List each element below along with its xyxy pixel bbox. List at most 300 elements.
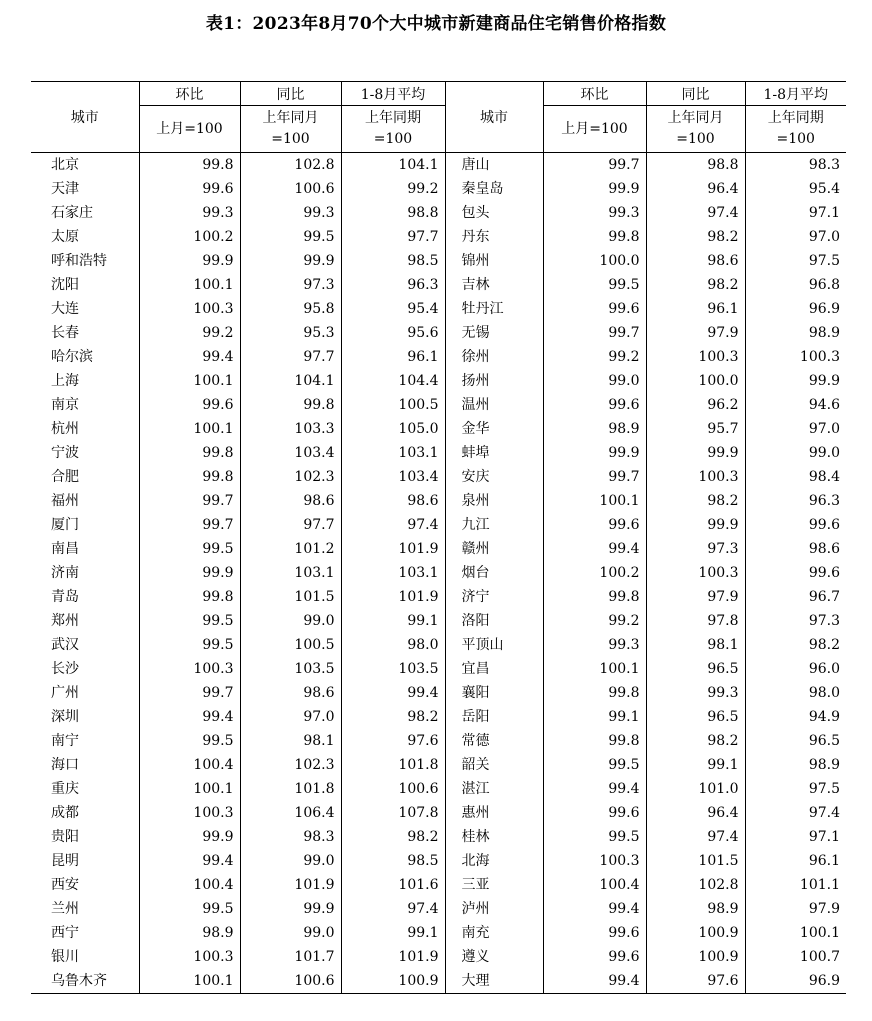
cell-avg-left: 98.6 [341, 489, 445, 513]
table-row [31, 489, 846, 513]
cell-mom-left: 100.1 [139, 369, 240, 393]
avg-base-line1: 上年同期 [365, 110, 421, 126]
cell-mom-right: 99.6 [543, 801, 646, 825]
cell-yoy-right: 96.2 [646, 393, 745, 417]
cell-avg-left: 107.8 [341, 801, 445, 825]
cell-avg-right: 98.3 [808, 157, 840, 173]
cell-city-left: 成都 [31, 801, 139, 825]
yoy-base-line2: =100 [271, 131, 310, 147]
cell-yoy-left: 98.6 [240, 489, 341, 513]
cell-yoy-left: 99.9 [240, 249, 341, 273]
column-header-avg-left: 1-8月平均 [341, 82, 445, 106]
cell-yoy-left: 97.7 [240, 345, 341, 369]
cell-mom-right: 99.9 [543, 441, 646, 465]
cell-mom-right: 99.4 [543, 897, 646, 921]
cell-city-left: 厦门 [31, 513, 139, 537]
column-subheader-yoy-right [646, 106, 745, 153]
cell-avg-right: 96.1 [808, 853, 840, 869]
cell-city-right: 安庆 [445, 465, 543, 489]
column-header-avg-right: 1-8月平均 [745, 82, 846, 106]
cell-city-right: 丹东 [445, 225, 543, 249]
cell-mom-right: 99.9 [543, 177, 646, 201]
cell-city-right: 遵义 [445, 945, 543, 969]
cell-city-left: 广州 [31, 681, 139, 705]
cell-mom-right: 99.6 [543, 945, 646, 969]
cell-mom-right: 99.2 [543, 345, 646, 369]
cell-mom-left: 99.7 [139, 489, 240, 513]
cell-yoy-left: 102.3 [240, 465, 341, 489]
cell-mom-left: 99.8 [139, 465, 240, 489]
cell-avg-right: 97.9 [808, 901, 840, 917]
cell-city-right: 韶关 [445, 753, 543, 777]
table-row [31, 441, 846, 465]
table-row [31, 945, 846, 969]
table-row [31, 801, 846, 825]
cell-yoy-left: 98.3 [240, 825, 341, 849]
cell-mom-left: 99.4 [139, 345, 240, 369]
cell-city-right: 岳阳 [445, 705, 543, 729]
cell-city-left: 贵阳 [31, 825, 139, 849]
table-row [31, 177, 846, 201]
cell-mom-right: 99.4 [543, 969, 646, 994]
column-subheader-mom-left: 上月=100 [139, 106, 240, 153]
table-row [31, 657, 846, 681]
cell-yoy-right: 98.8 [646, 153, 745, 178]
cell-avg-left: 100.9 [341, 969, 445, 994]
cell-city-right: 牡丹江 [445, 297, 543, 321]
cell-avg-left: 101.9 [341, 537, 445, 561]
cell-avg-right: 97.0 [808, 421, 840, 437]
cell-mom-left: 100.2 [139, 225, 240, 249]
cell-avg-left: 95.4 [341, 297, 445, 321]
cell-city-left: 昆明 [31, 849, 139, 873]
cell-city-right: 九江 [445, 513, 543, 537]
cell-city-left: 沈阳 [31, 273, 139, 297]
cell-yoy-right: 96.5 [646, 657, 745, 681]
cell-avg-right: 99.6 [808, 517, 840, 533]
cell-avg-left: 98.5 [341, 249, 445, 273]
table-row [31, 417, 846, 441]
cell-yoy-right: 96.5 [646, 705, 745, 729]
column-header-city-right: 城市 [445, 82, 543, 153]
cell-city-right: 襄阳 [445, 681, 543, 705]
cell-yoy-right: 98.2 [646, 489, 745, 513]
cell-avg-left: 104.1 [341, 153, 445, 178]
cell-city-left: 长沙 [31, 657, 139, 681]
cell-yoy-left: 99.8 [240, 393, 341, 417]
avg-base-line2: =100 [373, 131, 413, 147]
cell-yoy-right: 99.9 [646, 441, 745, 465]
cell-avg-left: 100.5 [341, 393, 445, 417]
cell-yoy-right: 99.9 [646, 513, 745, 537]
cell-yoy-right: 101.0 [646, 777, 745, 801]
table-row [31, 921, 846, 945]
cell-city-right: 吉林 [445, 273, 543, 297]
cell-avg-right: 97.1 [808, 829, 840, 845]
cell-avg-left: 103.5 [341, 657, 445, 681]
cell-city-left: 长春 [31, 321, 139, 345]
column-subheader-mom-right: 上月=100 [543, 106, 646, 153]
cell-yoy-left: 100.6 [240, 177, 341, 201]
cell-mom-left: 99.5 [139, 633, 240, 657]
table-row [31, 681, 846, 705]
cell-yoy-left: 97.7 [240, 513, 341, 537]
cell-city-left: 西宁 [31, 921, 139, 945]
cell-city-right: 北海 [445, 849, 543, 873]
cell-yoy-right: 95.7 [646, 417, 745, 441]
cell-yoy-right: 100.9 [646, 945, 745, 969]
cell-avg-right: 100.3 [799, 349, 840, 365]
cell-mom-right: 99.5 [543, 825, 646, 849]
cell-city-right: 泉州 [445, 489, 543, 513]
cell-yoy-left: 103.4 [240, 441, 341, 465]
cell-yoy-left: 95.3 [240, 321, 341, 345]
cell-city-right: 扬州 [445, 369, 543, 393]
cell-mom-right: 99.2 [543, 609, 646, 633]
cell-avg-right: 99.9 [808, 373, 840, 389]
table-row [31, 153, 846, 178]
cell-city-right: 洛阳 [445, 609, 543, 633]
cell-yoy-left: 99.5 [240, 225, 341, 249]
column-header-mom-left: 环比 [139, 82, 240, 106]
cell-city-right: 济宁 [445, 585, 543, 609]
cell-city-left: 南京 [31, 393, 139, 417]
cell-mom-right: 99.7 [543, 465, 646, 489]
cell-mom-right: 99.6 [543, 393, 646, 417]
cell-yoy-right: 100.9 [646, 921, 745, 945]
cell-avg-left: 98.2 [341, 825, 445, 849]
table-row [31, 897, 846, 921]
table-row [31, 633, 846, 657]
cell-avg-left: 99.1 [341, 921, 445, 945]
cell-mom-right: 99.7 [543, 321, 646, 345]
cell-yoy-right: 97.4 [646, 825, 745, 849]
avg-base-line2: =100 [776, 131, 815, 147]
cell-yoy-left: 101.2 [240, 537, 341, 561]
table-row [31, 321, 846, 345]
cell-mom-left: 99.8 [139, 585, 240, 609]
cell-yoy-left: 101.5 [240, 585, 341, 609]
cell-mom-right: 100.0 [543, 249, 646, 273]
cell-avg-right: 96.9 [808, 301, 840, 317]
cell-avg-left: 105.0 [341, 417, 445, 441]
cell-yoy-left: 101.8 [240, 777, 341, 801]
cell-city-right: 蚌埠 [445, 441, 543, 465]
table-row [31, 705, 846, 729]
table-row [31, 273, 846, 297]
cell-avg-right: 98.9 [808, 325, 840, 341]
cell-mom-right: 99.6 [543, 513, 646, 537]
cell-avg-left: 101.6 [341, 873, 445, 897]
column-header-city-left: 城市 [31, 82, 139, 153]
cell-avg-left: 96.1 [341, 345, 445, 369]
cell-avg-right: 96.8 [808, 277, 840, 293]
cell-yoy-right: 96.4 [646, 177, 745, 201]
cell-yoy-right: 98.6 [646, 249, 745, 273]
cell-city-left: 武汉 [31, 633, 139, 657]
cell-avg-right: 94.9 [808, 709, 840, 725]
cell-yoy-left: 102.8 [240, 153, 341, 178]
cell-avg-left: 101.9 [341, 585, 445, 609]
cell-avg-left: 103.4 [341, 465, 445, 489]
cell-yoy-left: 98.6 [240, 681, 341, 705]
cell-avg-left: 98.0 [341, 633, 445, 657]
cell-mom-left: 99.4 [139, 705, 240, 729]
cell-yoy-left: 104.1 [240, 369, 341, 393]
cell-mom-left: 100.3 [139, 801, 240, 825]
cell-avg-left: 95.6 [341, 321, 445, 345]
cell-city-left: 石家庄 [31, 201, 139, 225]
cell-city-right: 湛江 [445, 777, 543, 801]
cell-avg-right: 95.4 [808, 181, 840, 197]
cell-avg-left: 103.1 [341, 561, 445, 585]
cell-mom-left: 100.1 [139, 273, 240, 297]
table-row [31, 873, 846, 897]
cell-mom-left: 99.9 [139, 561, 240, 585]
cell-mom-left: 98.9 [139, 921, 240, 945]
cell-mom-left: 99.5 [139, 897, 240, 921]
cell-yoy-left: 103.5 [240, 657, 341, 681]
cell-mom-right: 99.8 [543, 681, 646, 705]
cell-city-right: 桂林 [445, 825, 543, 849]
cell-city-right: 平顶山 [445, 633, 543, 657]
cell-city-right: 赣州 [445, 537, 543, 561]
cell-yoy-right: 99.1 [646, 753, 745, 777]
cell-yoy-right: 97.9 [646, 321, 745, 345]
cell-city-left: 郑州 [31, 609, 139, 633]
yoy-base-line2: =100 [676, 131, 715, 147]
cell-city-left: 哈尔滨 [31, 345, 139, 369]
cell-mom-left: 100.4 [139, 753, 240, 777]
cell-city-left: 上海 [31, 369, 139, 393]
table-row [31, 777, 846, 801]
cell-mom-right: 100.4 [543, 873, 646, 897]
cell-yoy-right: 97.4 [646, 201, 745, 225]
cell-mom-right: 100.1 [543, 657, 646, 681]
cell-yoy-left: 97.3 [240, 273, 341, 297]
cell-mom-right: 100.3 [543, 849, 646, 873]
cell-city-right: 三亚 [445, 873, 543, 897]
table-row [31, 369, 846, 393]
cell-city-right: 温州 [445, 393, 543, 417]
cell-avg-left: 99.1 [341, 609, 445, 633]
cell-city-right: 宜昌 [445, 657, 543, 681]
column-subheader-avg-right [745, 106, 846, 153]
cell-avg-right: 97.1 [808, 205, 840, 221]
cell-mom-left: 99.5 [139, 729, 240, 753]
cell-avg-right: 101.1 [799, 877, 840, 893]
column-subheader-yoy-left [240, 106, 341, 153]
cell-city-right: 南充 [445, 921, 543, 945]
cell-mom-right: 100.1 [543, 489, 646, 513]
column-subheader-avg-left [341, 106, 445, 153]
cell-city-left: 太原 [31, 225, 139, 249]
cell-mom-right: 99.6 [543, 921, 646, 945]
cell-city-left: 青岛 [31, 585, 139, 609]
cell-mom-left: 100.1 [139, 417, 240, 441]
cell-avg-right: 97.5 [808, 253, 840, 269]
cell-city-left: 兰州 [31, 897, 139, 921]
cell-mom-left: 99.9 [139, 825, 240, 849]
cell-mom-right: 99.8 [543, 729, 646, 753]
cell-avg-right: 98.0 [808, 685, 840, 701]
cell-avg-right: 99.0 [808, 445, 840, 461]
cell-mom-left: 99.9 [139, 249, 240, 273]
cell-avg-left: 98.8 [341, 201, 445, 225]
table-row [31, 201, 846, 225]
cell-avg-left: 103.1 [341, 441, 445, 465]
cell-mom-right: 99.5 [543, 753, 646, 777]
cell-city-left: 银川 [31, 945, 139, 969]
column-header-mom-right: 环比 [543, 82, 646, 106]
cell-avg-left: 101.9 [341, 945, 445, 969]
cell-mom-right: 99.7 [543, 153, 646, 178]
table-row [31, 609, 846, 633]
cell-yoy-left: 99.0 [240, 921, 341, 945]
cell-city-left: 北京 [31, 153, 139, 178]
cell-avg-right: 99.6 [808, 565, 840, 581]
cell-mom-right: 99.5 [543, 273, 646, 297]
cell-city-left: 深圳 [31, 705, 139, 729]
cell-yoy-left: 99.0 [240, 609, 341, 633]
cell-yoy-right: 99.3 [646, 681, 745, 705]
cell-city-left: 宁波 [31, 441, 139, 465]
cell-mom-left: 99.2 [139, 321, 240, 345]
cell-mom-right: 99.6 [543, 297, 646, 321]
cell-city-left: 天津 [31, 177, 139, 201]
cell-city-left: 重庆 [31, 777, 139, 801]
table-row [31, 345, 846, 369]
cell-avg-right: 96.7 [808, 589, 840, 605]
cell-avg-left: 99.4 [341, 681, 445, 705]
cell-city-right: 金华 [445, 417, 543, 441]
column-header-yoy-left: 同比 [240, 82, 341, 106]
cell-city-right: 唐山 [445, 153, 543, 178]
yoy-base-line1: 上年同月 [667, 110, 724, 126]
cell-yoy-right: 97.3 [646, 537, 745, 561]
cell-mom-left: 99.6 [139, 393, 240, 417]
cell-yoy-right: 102.8 [646, 873, 745, 897]
page-title: 表1：2023年8月70个大中城市新建商品住宅销售价格指数 [205, 14, 667, 34]
cell-city-left: 南宁 [31, 729, 139, 753]
cell-mom-right: 100.2 [543, 561, 646, 585]
cell-yoy-left: 99.3 [240, 201, 341, 225]
cell-mom-right: 99.4 [543, 537, 646, 561]
cell-yoy-right: 97.6 [646, 969, 745, 994]
cell-avg-left: 100.6 [341, 777, 445, 801]
cell-avg-right: 98.2 [808, 637, 840, 653]
cell-city-right: 秦皇岛 [445, 177, 543, 201]
cell-city-left: 福州 [31, 489, 139, 513]
cell-mom-left: 99.8 [139, 441, 240, 465]
cell-yoy-left: 103.3 [240, 417, 341, 441]
cell-avg-left: 97.7 [341, 225, 445, 249]
cell-avg-left: 96.3 [341, 273, 445, 297]
cell-mom-left: 99.3 [139, 201, 240, 225]
avg-base-line1: 上年同期 [767, 110, 824, 126]
cell-yoy-right: 96.1 [646, 297, 745, 321]
cell-yoy-left: 100.5 [240, 633, 341, 657]
cell-mom-right: 99.3 [543, 633, 646, 657]
cell-yoy-right: 100.3 [646, 561, 745, 585]
table-row [31, 729, 846, 753]
cell-yoy-left: 106.4 [240, 801, 341, 825]
table-row [31, 849, 846, 873]
cell-city-right: 锦州 [445, 249, 543, 273]
cell-avg-right: 94.6 [808, 397, 840, 413]
cell-yoy-left: 102.3 [240, 753, 341, 777]
table-row [31, 561, 846, 585]
cell-city-right: 泸州 [445, 897, 543, 921]
cell-yoy-left: 103.1 [240, 561, 341, 585]
cell-yoy-left: 98.1 [240, 729, 341, 753]
cell-city-left: 南昌 [31, 537, 139, 561]
table-row [31, 825, 846, 849]
cell-yoy-right: 97.8 [646, 609, 745, 633]
cell-avg-right: 97.0 [808, 229, 840, 245]
cell-yoy-left: 97.0 [240, 705, 341, 729]
cell-avg-right: 97.4 [808, 805, 840, 821]
cell-yoy-right: 98.9 [646, 897, 745, 921]
cell-avg-right: 96.5 [808, 733, 840, 749]
cell-mom-left: 100.3 [139, 945, 240, 969]
cell-yoy-left: 101.7 [240, 945, 341, 969]
cell-city-right: 惠州 [445, 801, 543, 825]
cell-yoy-left: 100.6 [240, 969, 341, 994]
table-row [31, 249, 846, 273]
cell-avg-right: 96.0 [808, 661, 840, 677]
cell-avg-right: 97.3 [808, 613, 840, 629]
cell-avg-left: 104.4 [341, 369, 445, 393]
cell-mom-left: 99.8 [139, 153, 240, 178]
table-row [31, 393, 846, 417]
cell-yoy-right: 98.2 [646, 225, 745, 249]
cell-city-right: 大理 [445, 969, 543, 994]
cell-avg-right: 96.9 [745, 969, 846, 994]
cell-avg-right: 96.3 [808, 493, 840, 509]
cell-yoy-right: 101.5 [646, 849, 745, 873]
cell-mom-left: 99.5 [139, 609, 240, 633]
table-row [31, 297, 846, 321]
cell-yoy-left: 99.0 [240, 849, 341, 873]
table-row [31, 585, 846, 609]
cell-yoy-right: 98.1 [646, 633, 745, 657]
price-index-table [31, 81, 846, 994]
cell-avg-left: 97.6 [341, 729, 445, 753]
cell-city-left: 大连 [31, 297, 139, 321]
cell-yoy-left: 101.9 [240, 873, 341, 897]
table-row [31, 225, 846, 249]
cell-avg-left: 97.4 [341, 513, 445, 537]
yoy-base-line1: 上年同月 [262, 110, 319, 126]
cell-yoy-right: 98.2 [646, 729, 745, 753]
cell-yoy-right: 97.9 [646, 585, 745, 609]
cell-mom-right: 99.1 [543, 705, 646, 729]
cell-avg-right: 98.4 [808, 469, 840, 485]
cell-mom-left: 100.1 [139, 777, 240, 801]
header-row-bases [31, 106, 846, 153]
cell-avg-right: 100.7 [799, 949, 840, 965]
cell-avg-left: 101.8 [341, 753, 445, 777]
cell-city-right: 常德 [445, 729, 543, 753]
cell-mom-left: 99.5 [139, 537, 240, 561]
cell-yoy-right: 98.2 [646, 273, 745, 297]
cell-avg-left: 98.5 [341, 849, 445, 873]
cell-city-left: 济南 [31, 561, 139, 585]
cell-city-right: 烟台 [445, 561, 543, 585]
cell-city-left: 杭州 [31, 417, 139, 441]
cell-mom-left: 99.7 [139, 513, 240, 537]
